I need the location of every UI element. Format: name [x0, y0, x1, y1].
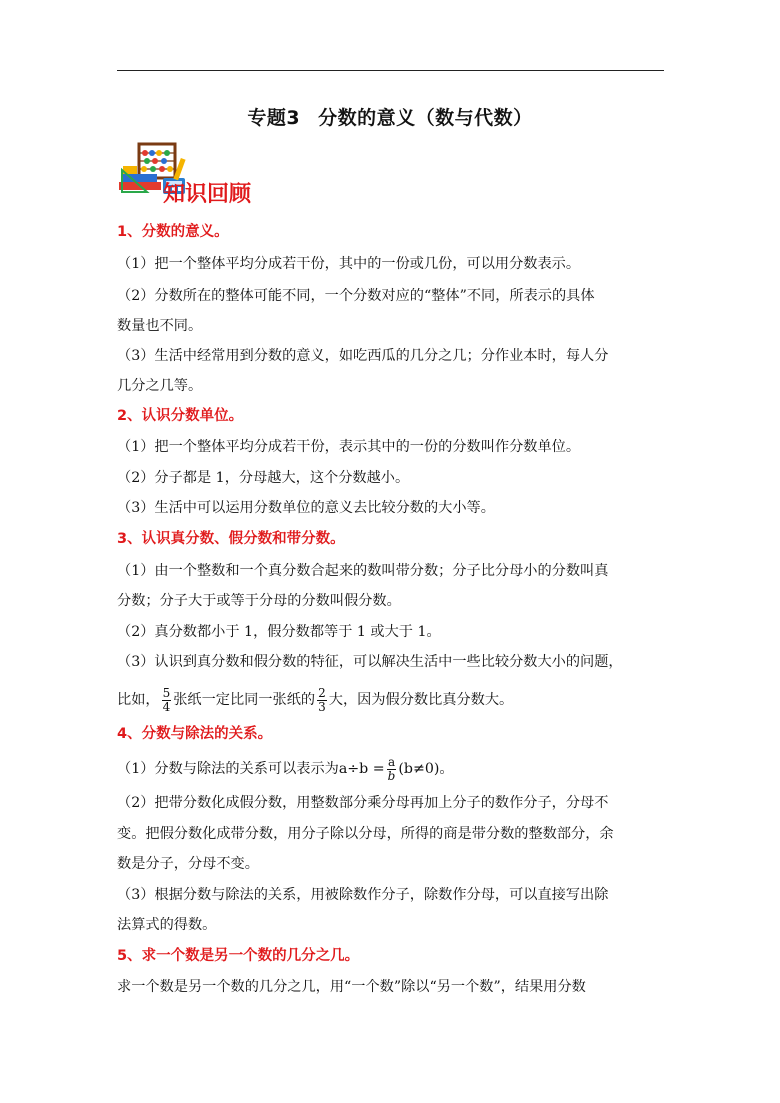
title-topic-number: 专题3 — [247, 107, 301, 129]
section-1-paragraph-3-line-2: 几分之几等。 — [117, 378, 203, 394]
section-3-paragraph-2: （2）真分数都小于 1，假分数都等于 1 或大于 1。 — [117, 624, 441, 640]
title-topic-name: 分数的意义（数与代数） — [318, 107, 533, 129]
section-4-heading: 4、分数与除法的关系。 — [117, 726, 273, 742]
section-1-heading: 1、分数的意义。 — [117, 224, 229, 240]
section-4-paragraph-1 — [117, 753, 667, 785]
header-rule — [117, 70, 664, 71]
page-title — [0, 103, 780, 130]
section-2-paragraph-2: （2）分子都是 1，分母越大，这个分数越小。 — [117, 470, 410, 486]
section-4-paragraph-3-line-1: （3）根据分数与除法的关系，用被除数作分子，除数作分母，可以直接写出除 — [117, 887, 609, 903]
section-4-paragraph-3-line-2: 法算式的得数。 — [117, 917, 217, 933]
example-middle: 张纸一定比同一张纸的 — [173, 692, 316, 708]
example-suffix: 大，因为假分数比真分数大。 — [328, 692, 514, 708]
knowledge-review-title: 知识回顾 — [163, 181, 252, 207]
section-1-paragraph-2-line-2: 数量也不同。 — [117, 318, 203, 334]
section-3-paragraph-1-line-2: 分数；分子大于或等于分母的分数叫假分数。 — [117, 593, 401, 609]
fraction-denominator: 3 — [318, 699, 326, 714]
fraction-denominator: b — [387, 768, 396, 783]
fraction-two-thirds — [317, 687, 327, 714]
example-prefix: 比如， — [117, 692, 160, 708]
section-3-paragraph-3-line-1: （3）认识到真分数和假分数的特征，可以解决生活中一些比较分数大小的问题， — [117, 654, 623, 670]
section-1-paragraph-3-line-1: （3）生活中经常用到分数的意义，如吃西瓜的几分之几；分作业本时，每人分 — [117, 348, 609, 364]
fraction-numerator: 2 — [318, 685, 326, 700]
section-3-heading: 3、认识真分数、假分数和带分数。 — [117, 531, 345, 547]
section-3-paragraph-1-line-1: （1）由一个整数和一个真分数合起来的数叫带分数；分子比分母小的分数叫真 — [117, 563, 609, 579]
section-2-paragraph-1: （1）把一个整体平均分成若干份，表示其中的一份的分数叫作分数单位。 — [117, 439, 581, 455]
section-5-paragraph-1: 求一个数是另一个数的几分之几，用“一个数”除以“另一个数”，结果用分数 — [117, 979, 586, 995]
fraction-numerator: 5 — [162, 685, 171, 700]
fraction-five-fourths — [162, 687, 172, 714]
fraction-denominator: 4 — [162, 699, 171, 714]
section-3-paragraph-3-line-2 — [117, 682, 667, 718]
division-relation-text: （1）分数与除法的关系可以表示为a÷b = — [117, 761, 385, 777]
section-2-paragraph-3: （3）生活中可以运用分数单位的意义去比较分数的大小等。 — [117, 500, 495, 516]
section-2-heading: 2、认识分数单位。 — [117, 408, 244, 424]
section-1-paragraph-1: （1）把一个整体平均分成若干份，其中的一份或几份，可以用分数表示。 — [117, 256, 581, 272]
division-condition: (b≠0)。 — [398, 761, 454, 777]
section-5-heading: 5、求一个数是另一个数的几分之几。 — [117, 948, 360, 964]
section-4-paragraph-2-line-3: 数是分子，分母不变。 — [117, 856, 259, 872]
fraction-numerator: a — [387, 754, 396, 769]
fraction-a-over-b — [387, 756, 397, 783]
section-4-paragraph-2-line-2: 变。把假分数化成带分数，用分子除以分母，所得的商是带分数的整数部分，余 — [117, 826, 614, 842]
section-4-paragraph-2-line-1: （2）把带分数化成假分数，用整数部分乘分母再加上分子的数作分子，分母不 — [117, 795, 609, 811]
section-1-paragraph-2-line-1: （2）分数所在的整体可能不同，一个分数对应的“整体”不同，所表示的具体 — [117, 288, 595, 304]
